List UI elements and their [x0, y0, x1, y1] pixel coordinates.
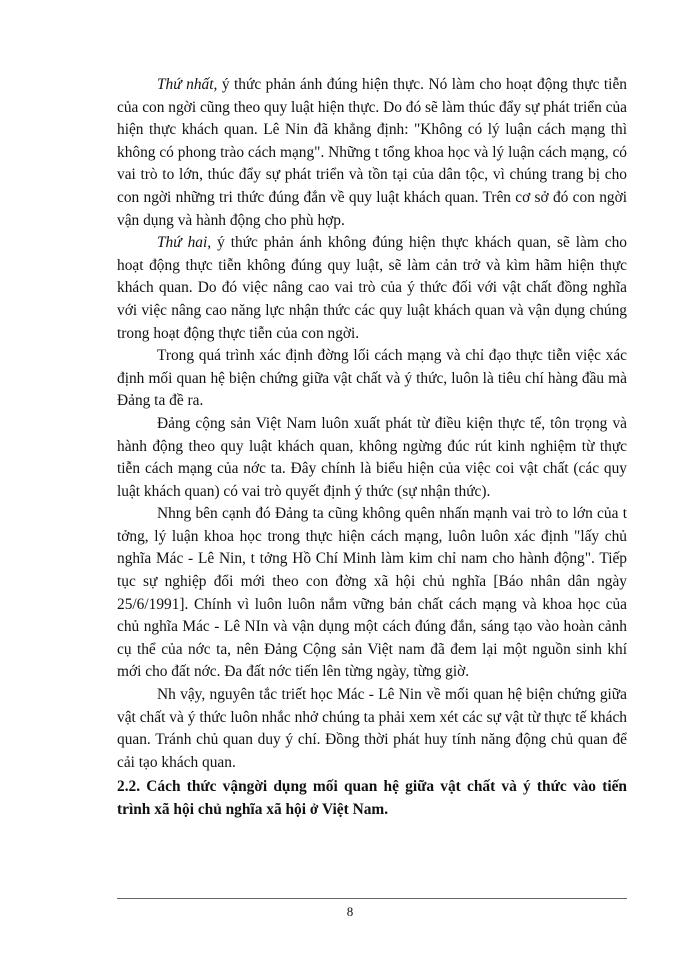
paragraph-3: Trong quá trình xác định đờng lối cách mạng và chỉ đạo thực tiễn việc xác định mối quan hệ biện chứng giữa vật chất và ý thức, luôn là tiêu chí hàng đầu mà Đảng ta đề ra. [117, 347, 627, 410]
document-body [117, 74, 627, 822]
paragraph-4: Đảng cộng sản Việt Nam luôn xuất phát từ điều kiện thực tế, tôn trọng và hành động theo quy luật khách quan, không ngừng đúc rút kinh nghiệm từ thực tiễn cách mạng của nớc ta. Đây chính là biểu hiện của việc coi vật chất (các quy luật khách quan) có vai trò quyết định ý thức (sự nhận thức). [117, 414, 627, 500]
paragraph-1 [117, 74, 627, 232]
page-number: 8 [346, 904, 354, 919]
paragraph-lead: Thứ nhất, [157, 76, 218, 93]
paragraph-text: ý thức phản ánh không đúng hiện thực khách quan, sẽ làm cho hoạt động thực tiễn không đúng quy luật, sẽ làm cản trở và kìm hãm hiện thực khách quan. Do đó việc nâng cao vai trò của ý thức đối với vật chất đồng nghĩa với việc nâng cao năng lực nhận thức các quy luật khách quan và vận dụng chúng trong hoạt động thực tiễn của con ngời. [117, 234, 628, 342]
paragraph-text: ý thức phản ánh đúng hiện thực. Nó làm cho hoạt động thực tiễn của con ngời cũng theo quy luật hiện thực. Do đó sẽ làm thúc đẩy sự phát triển của hiện thực khách quan. Lê Nin đã khẳng định: "Không có lý luận cách mạng thì không có phong trào cách mạng". Những t tổng khoa học và lý luận cách mạng, có vai trò to lớn, thúc đẩy sự phát triển và tồn tại của dân tộc, vì chúng trang bị cho con ngời những tri thức đúng đắn về quy luật khách quan. Trên cơ sở đó con ngời vận dụng và hành động cho phù hợp. [117, 76, 627, 229]
paragraph-2 [117, 232, 627, 345]
section-heading: 2.2. Cách thức vậngời dụng mối quan hệ giữa vật chất và ý thức vào tiến trình xã hội chủ nghĩa xã hội ở Việt Nam. [117, 778, 627, 818]
paragraph-5: Nhng bên cạnh đó Đảng ta cũng không quên nhấn mạnh vai trò to lớn của t tởng, lý luận khoa học trong thực hiện cách mạng, luôn luôn xác định "lấy chủ nghĩa Mác - Lê Nin, t tởng Hồ Chí Minh làm kim chỉ nam cho hành động". Tiếp tục sự nghiệp đổi mới theo con đờng xã hội chủ nghĩa [Báo nhân dân ngày 25/6/1991]. Chính vì luôn luôn nắm vững bản chất cách mạng và khoa học của chủ nghĩa Mác - Lê NIn và vận dụng một cách đúng đắn, sáng tạo vào hoàn cảnh cụ thể của nớc ta, nên Đảng Cộng sản Việt nam đã đem lại một nguồn sinh khí mới cho đất nớc. Đa đất nớc tiến lên từng ngày, từng giờ. [117, 505, 627, 681]
paragraph-lead: Thứ hai, [157, 234, 212, 252]
footer-divider [117, 898, 627, 899]
paragraph-6: Nh vậy, nguyên tắc triết học Mác - Lê Nin về mối quan hệ biện chứng giữa vật chất và ý thức luôn nhắc nhở chúng ta phải xem xét các sự vật từ thực tế khách quan. Tránh chủ quan duy ý chí. Đồng thời phát huy tính năng động chủ quan để cải tạo khách quan. [117, 686, 627, 771]
